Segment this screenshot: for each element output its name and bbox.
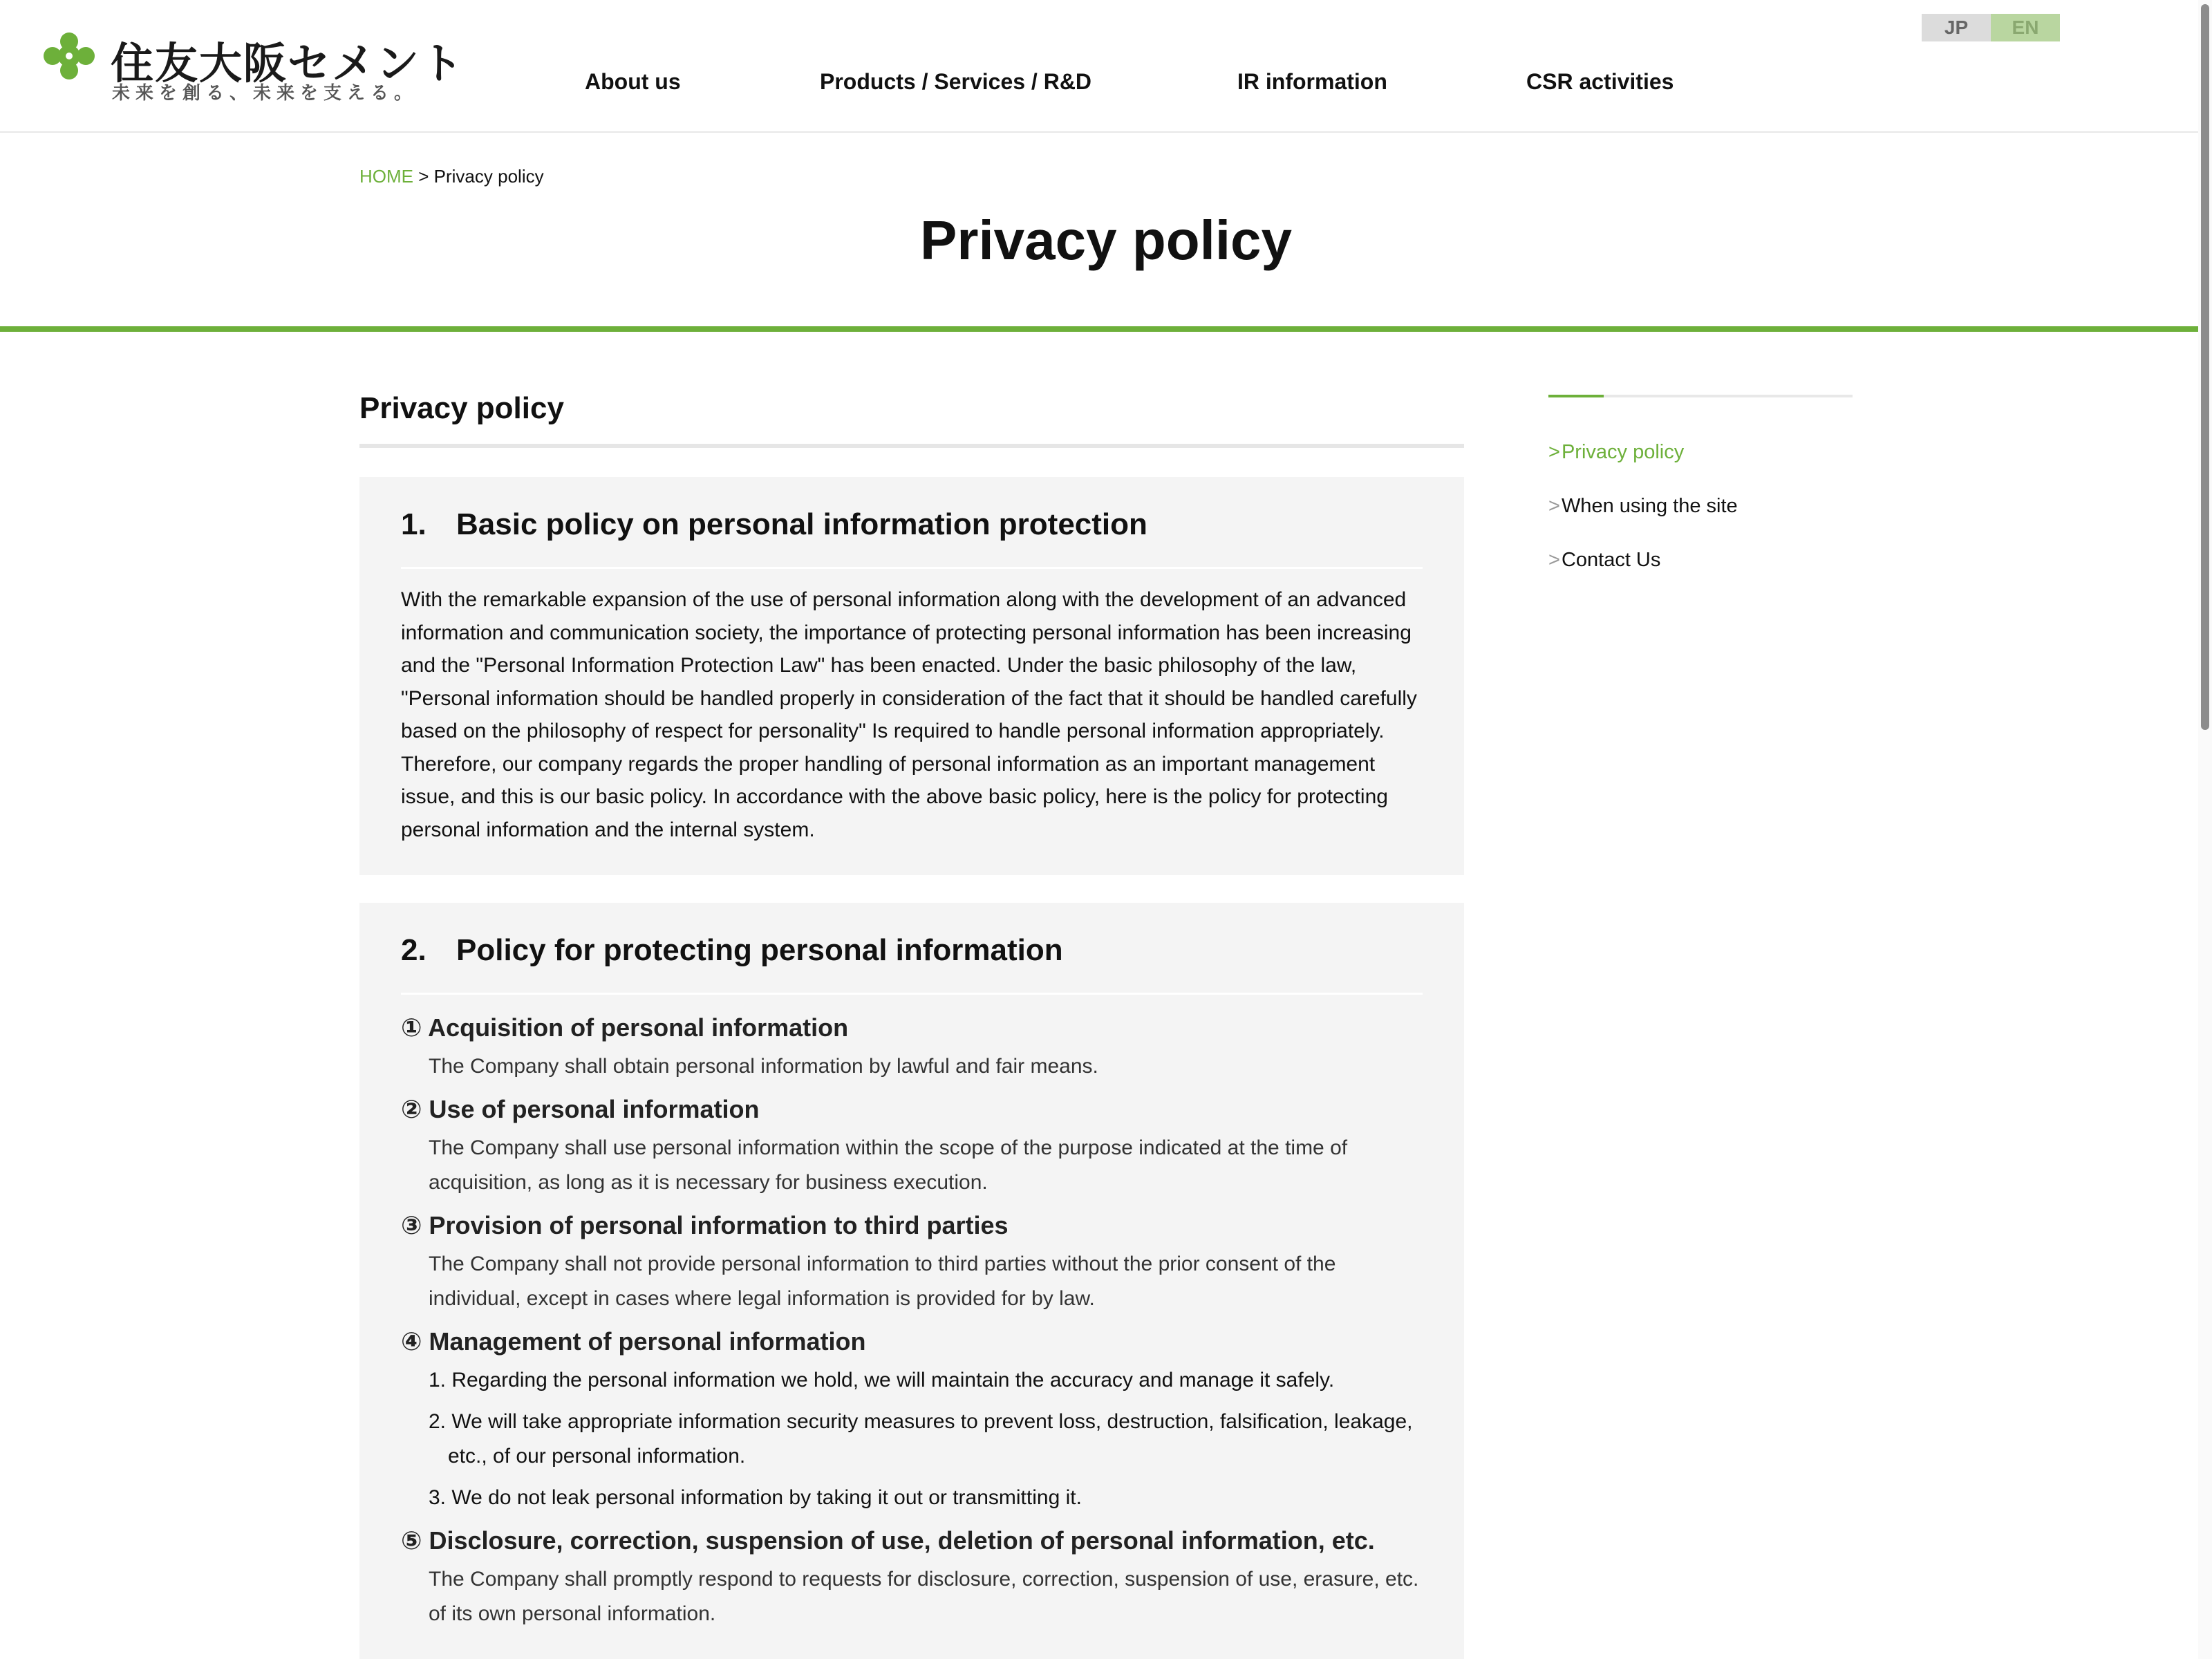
management-list-item-1: 1. Regarding the personal information we hold, we will maintain the accuracy and manage it safely. [429, 1369, 1335, 1391]
nav-about-us[interactable]: About us [585, 69, 681, 94]
site-header [0, 0, 2212, 133]
policy-section-1 [359, 477, 1464, 875]
section-1-title: Basic policy on personal information protection [456, 507, 1147, 541]
section-heading-divider [359, 444, 1464, 448]
item-disclosure-text: The Company shall promptly respond to requests for disclosure, correction, suspension of use, erasure, etc. of its own personal information. [429, 1568, 1419, 1625]
nav-ir-information[interactable]: IR information [1237, 69, 1387, 94]
section-2-divider [401, 993, 1423, 995]
scrollbar-thumb[interactable] [2201, 4, 2209, 730]
side-nav-privacy-policy[interactable] [1548, 441, 1684, 464]
breadcrumb-separator: > [418, 166, 429, 187]
lang-jp-button[interactable]: JP [1922, 14, 1991, 41]
title-divider [0, 326, 2212, 332]
section-1-number: 1. [401, 507, 427, 541]
item-acquisition-title: ① Acquisition of personal information [401, 1013, 849, 1042]
item-use-text: The Company shall use personal information within the scope of the purpose indicated at the time of acquisition, as long as it is necessary for business execution. [429, 1136, 1348, 1194]
section-2-number: 2. [401, 933, 427, 967]
side-nav-contact-us[interactable] [1548, 549, 1660, 572]
item-use-title: ② Use of personal information [401, 1095, 760, 1123]
chevron-right-icon: > [1548, 441, 1560, 463]
management-list-item-3: 3. We do not leak personal information by taking it out or transmitting it. [429, 1486, 1082, 1509]
lang-en-button[interactable]: EN [1991, 14, 2060, 41]
side-nav-label: Privacy policy [1561, 441, 1685, 463]
item-disclosure-title: ⑤ Disclosure, correction, suspension of use, deletion of personal information, etc. [401, 1526, 1375, 1555]
side-nav-rule-accent [1548, 395, 1604, 397]
section-2-heading [401, 933, 1423, 968]
logo-flower-icon [41, 32, 97, 80]
section-2-title: Policy for protecting personal information [456, 933, 1063, 967]
side-nav-label: Contact Us [1561, 549, 1661, 571]
company-logo[interactable] [41, 28, 465, 104]
item-acquisition-text: The Company shall obtain personal information by lawful and fair means. [429, 1055, 1098, 1078]
breadcrumb-home-link[interactable]: HOME [359, 166, 413, 187]
policy-section-2 [359, 903, 1464, 1659]
nav-products-services-rd[interactable]: Products / Services / R&D [820, 69, 1092, 94]
breadcrumb-current: Privacy policy [433, 166, 544, 187]
section-1-heading [401, 507, 1423, 542]
item-provision-title: ③ Provision of personal information to third parties [401, 1211, 1009, 1239]
language-switcher [1922, 14, 2060, 41]
section-1-divider [401, 567, 1423, 569]
section-1-body: With the remarkable expansion of the use of personal information along with the development of an advanced information and communication society, the importance of protecting personal information has been increasing and the "Personal Information Protection Law" has been enacted. Under the basic philosophy of the law, "Personal information should be handled properly in consideration of the fact that it should be handled carefully based on the philosophy of respect for personality" Is required to handle personal information appropriately. Therefore, our company regards the proper handling of personal information as an important management issue, and this is our basic policy. In accordance with the above basic policy, here is the policy for protecting personal information and the internal system. [401, 588, 1417, 841]
management-list-item-2: 2. We will take appropriate information security measures to prevent loss, destruction, falsification, leakage, etc., of our personal information. [429, 1410, 1413, 1468]
side-nav-when-using-the-site[interactable] [1548, 495, 1738, 518]
nav-csr-activities[interactable]: CSR activities [1526, 69, 1674, 94]
chevron-right-icon: > [1548, 495, 1560, 517]
item-provision-text: The Company shall not provide personal information to third parties without the prior consent of the individual, except in cases where legal information is provided for by law. [429, 1253, 1336, 1310]
breadcrumb [359, 166, 544, 187]
logo-tagline: 未来を創る、未来を支える。 [112, 82, 418, 103]
section-heading: Privacy policy [359, 391, 564, 425]
side-nav-label: When using the site [1561, 495, 1738, 517]
logo-name: 住友大阪セメント [111, 40, 465, 88]
page-title: Privacy policy [919, 209, 1293, 271]
chevron-right-icon: > [1548, 549, 1560, 571]
item-management-title: ④ Management of personal information [401, 1327, 866, 1356]
